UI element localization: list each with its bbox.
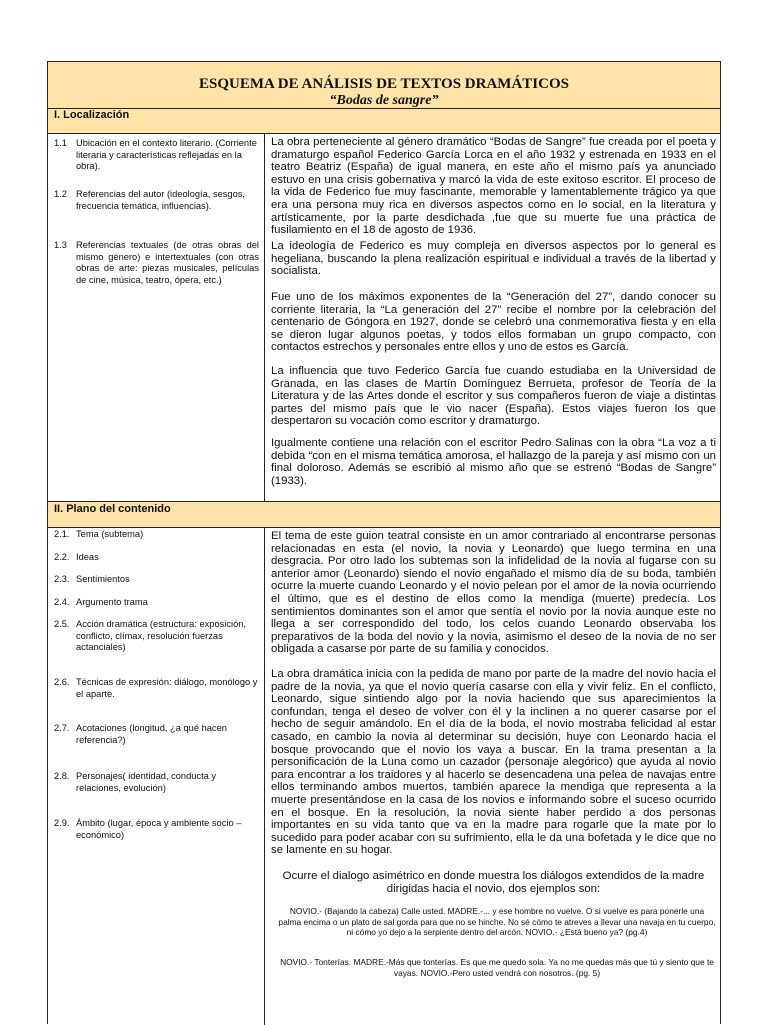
list-item: [54, 189, 259, 212]
list-item: [54, 529, 259, 541]
item-text: Referencias del autor (ideología, sesgos, frecuencia temática, influencias).: [76, 189, 245, 211]
list-item: [54, 597, 259, 609]
dialogue-quote: NOVIO.- Tonterías. MADRE.-Más que tonterías. Es que me quedo sola. Ya no me quedas más que tú y siento que te vayas. NOVIO.-Pero usted vendrá con nosotros. (pg. 5): [280, 957, 714, 978]
item-text: Ubicación en el contexto literario. (Corriente literaria y características reflejadas en la obra).: [76, 138, 257, 171]
item-number: 2.1.: [54, 529, 70, 539]
item-number: 2.4.: [54, 597, 70, 607]
paragraph: Ocurre el dialogo asimétrico en donde muestra los diálogos extendidos de la madre dirigidas hacia el novio, dos ejemplos son:: [282, 870, 705, 895]
section-header-localizacion: [48, 108, 720, 134]
item-number: 2.3.: [54, 574, 70, 584]
paragraph: Fue uno de los máximos exponentes de la “Generación del 27”, dando conocer su corriente literaria, la “La generación del 27” recibe el nombre por la celebración del centenario de Góngora en 1927, donde se celebró una conmemorativa fiesta y en ella se dieron lugar algunos poetas, y todos ellos formaban un grupo compacto, con contactos estrechos y personales entre ellos y uno de estos es García.: [271, 291, 716, 354]
list-item: [54, 138, 259, 173]
list-item: [54, 818, 259, 841]
item-text: Acotaciones (longitud, ¿a qué hacen referencia?): [76, 723, 227, 745]
list-item: [54, 240, 259, 286]
paragraph: La obra dramática inicia con la pedida de mano por parte de la madre del novio hacia el padre de la novia, ya que el novio quería casarse con ella y vivir feliz. En el conflicto, Leonardo, sigue sintiendo algo por la novia haciendo que sus aparecimientos la confundan, tenga el deseo de volver con él y la inclinen a no querer casarse por el hecho de seguir amándolo. En el día de la boda, el novio mostraba felicidad al estar casado, en cambio la novia al determinar su decisión, huye con Leonardo hacia el bosque provocando que el novio los vaya a buscar. En la trama presentan a la personificación de la Luna como un cazador (personaje alegórico) que ayuda al novio para encontrar a los traidores y al hacerlo se desencadena una pelea de navajas entre ellos terminando ambos muertos, también aparece la mendiga que representa a la muerte presentándose en la casa de los novios e informando sobre el suceso ocurrido en el bosque. En la resolución, la novia siente haber perdido a dos personas importantes en su vida tanto que va en la madre para rogarle que la mate por lo sucedido para poder acabar con su sufrimiento, ella le da una bofetada y le dice que no se lamente en su hogar.: [271, 668, 716, 857]
item-text: Ideas: [76, 552, 99, 562]
section-heading: I. Localización: [54, 109, 130, 121]
column-divider: [264, 134, 265, 503]
item-text: Personajes( identidad, conducta y relaciones, evolución): [76, 771, 217, 793]
item-number: 1.3: [54, 240, 67, 250]
section-heading: II. Plano del contenido: [54, 503, 171, 515]
document-title: ESQUEMA DE ANÁLISIS DE TEXTOS DRAMÁTICOS: [199, 76, 569, 92]
item-number: 2.2.: [54, 552, 70, 562]
list-item: [54, 619, 259, 654]
paragraph: La influencia que tuvo Federico García fue cuando estudiaba en la Universidad de Granada, en las clases de Martín Domínguez Berrueta, profesor de Teoría de la Literatura y de las Artes donde el escritor y sus compañeros fueron de viaje a distintas partes del mismo país que le vio nacer (España). Estos viajes fueron los que despertaron su vocación como escritor y dramaturgo.: [271, 365, 716, 428]
item-number: 2.5.: [54, 619, 70, 629]
item-text: Técnicas de expresión: diálogo, monólogo y el aparte.: [76, 677, 258, 699]
list-item: [54, 723, 259, 746]
paragraph: El tema de este guion teatral consiste en un amor contrariado al encontrarse personas relacionadas en esta (el novio, la novia y Leonardo) que luego termina en una desgracia. Por otro lado los subtemas son la infidelidad de la novia al fugarse con su anterior amor (Leonardo) siendo el novio engañado el mismo día de su boda, también ocurre la muerte cuando Leonardo y el novio pelean por el amor de la novia ocurriendo el último, que es el destino de ellos como la mendiga (muerte) predecía. Los sentimientos dominantes son el amor que sentía el novio por la novia aunque este no llega a ser correspondido del todo, los celos cuando Leonardo observaba los preparativos de la boda del novio y la novia, asimismo el deseo de la novia de no ser obligada a casarse por parte de su familia y conocidos.: [271, 530, 716, 656]
document-subtitle: “Bodas de sangre”: [329, 93, 439, 108]
paragraph: La obra perteneciente al género dramático “Bodas de Sangre” fue creada por el poeta y dramaturgo español Federico García Lorca en el año 1932 y estrenada en 1933 en el teatro Beatriz (España) de igual manera, en este año el mismo país ya anunciado estuvo en una crisis gobernativa y marcó la vida de este exitoso escritor. El proceso de la vida de Federico fue muy fascinante, memorable y lamentablemente trágico ya que era una persona muy rica en diversos aspectos como en lo social, en la literatura y artísticamente, por la parte desdichada ,fue que su muerte fue una práctica de fusilamiento en el 18 de agosto de 1936.: [271, 136, 716, 237]
title-band: [48, 62, 720, 108]
item-text: Tema (subtema): [76, 529, 144, 539]
analysis-table: [47, 61, 721, 1024]
item-text: Argumento trama: [76, 597, 148, 607]
item-number: 2.6.: [54, 677, 70, 687]
section-header-plano-contenido: [48, 501, 720, 528]
item-text: Referencias textuales (de otras obras del mismo género) e intertextuales (con otras obras de arte: piezas musicales, películas de cine, música, teatro, ópera, etc.): [76, 240, 259, 285]
item-text: Acción dramática (estructura: exposición, conflicto, clímax, resolución fuerzas actanciales): [76, 619, 246, 652]
list-item: [54, 771, 259, 794]
item-number: 2.9.: [54, 818, 70, 828]
list-item: [54, 552, 259, 564]
item-number: 1.1: [54, 138, 67, 148]
item-number: 2.7.: [54, 723, 70, 733]
item-text: Ámbito (lugar, época y ambiente socio – económico): [76, 818, 242, 840]
dialogue-quote: NOVIO.- (Bajando la cabeza) Calle usted. MADRE.-... y ese hombre no vuelve. O si vuelve es para ponerle una palma encima o un plato de sal gorda para que no se hinche. No sé cómo te atreves a llevar una navaja en tu cuerpo, ni cómo yo dejo a la serpiente dentro del arcón. NOVIO.- ¿Está bueno ya? (pg.4): [278, 906, 716, 937]
item-number: 2.8.: [54, 771, 70, 781]
list-item: [54, 574, 259, 586]
paragraph: La ideología de Federico es muy compleja en diversos aspectos por lo general es hegeliana, buscando la plena realización espiritual e individual a través de la libertad y socialista.: [271, 240, 716, 278]
item-text: Sentimientos: [76, 574, 130, 584]
item-number: 1.2: [54, 189, 67, 199]
column-divider: [264, 528, 265, 1025]
paragraph: Igualmente contiene una relación con el escritor Pedro Salinas con la obra “La voz a ti debida “con en el misma temática amorosa, el hallazgo de la pareja y así mismo con un final doloroso. Además se escribió al mismo año que se estrenó “Bodas de Sangre” (1933).: [271, 437, 716, 487]
list-item: [54, 677, 259, 700]
